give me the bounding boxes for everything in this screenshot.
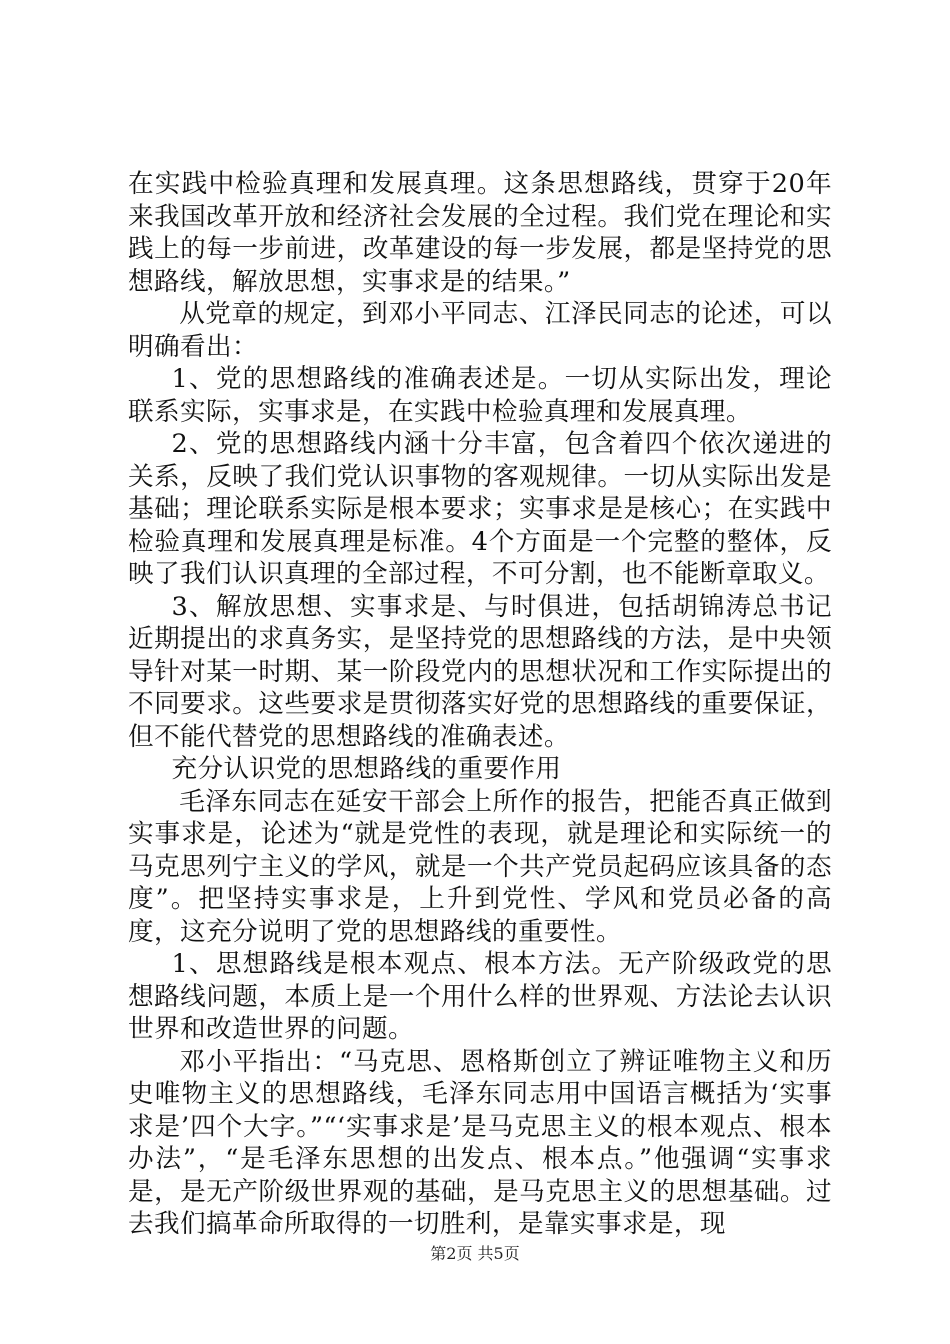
paragraph: 从党章的规定，到邓小平同志、江泽民同志的论述，可以明确看出： bbox=[128, 299, 832, 362]
paragraph: 2、党的思想路线内涵十分丰富，包含着四个依次递进的关系，反映了我们党认识事物的客观规律。一切从实际出发是基础；理论联系实际是根本要求；实事求是是核心；在实践中检验真理和发展真理是标准。4个方面是一个完整的整体，反映了我们认识真理的全部过程，不可分割，也不能断章取义。 bbox=[128, 429, 832, 589]
paragraph: 毛泽东同志在延安干部会上所作的报告，把能否真正做到实事求是，论述为“就是党性的表现，就是理论和实际统一的马克思列宁主义的学风，就是一个共产党员起码应该具备的态度”。把坚持实事求是，上升到党性、学风和党员必备的高度，这充分说明了党的思想路线的重要性。 bbox=[128, 786, 832, 947]
page-footer: 第2页 共5页 bbox=[430, 1244, 520, 1263]
paragraph: 邓小平指出：“马克思、恩格斯创立了辨证唯物主义和历史唯物主义的思想路线，毛泽东同志用中国语言概括为‘实事求是’四个大字。”“‘实事求是’是马克思主义的根本观点、根本办法”，“是毛泽东思想的出发点、根本点。”他强调“实事求是，是无产阶级世界观的基础，是马克思主义的思想基础。过去我们搞革命所取得的一切胜利，是靠实事求是，现 bbox=[128, 1046, 832, 1239]
document-body bbox=[128, 168, 832, 1241]
paragraph: 在实践中检验真理和发展真理。这条思想路线，贯穿于20年来我国改革开放和经济社会发展的全过程。我们党在理论和实践上的每一步前进，改革建设的每一步发展，都是坚持党的思想路线，解放思想，实事求是的结果。” bbox=[128, 169, 832, 297]
section-heading: 充分认识党的思想路线的重要作用 bbox=[171, 754, 562, 784]
paragraph: 1、党的思想路线的准确表述是。一切从实际出发，理论联系实际，实事求是，在实践中检验真理和发展真理。 bbox=[128, 364, 832, 427]
paragraph: 1、思想路线是根本观点、根本方法。无产阶级政党的思想路线问题，本质上是一个用什么样的世界观、方法论去认识世界和改造世界的问题。 bbox=[128, 949, 832, 1044]
paragraph: 3、解放思想、实事求是、与时俱进，包括胡锦涛总书记近期提出的求真务实，是坚持党的思想路线的方法，是中央领导针对某一时期、某一阶段党内的思想状况和工作实际提出的不同要求。这些要求是贯彻落实好党的思想路线的重要保证，但不能代替党的思想路线的准确表述。 bbox=[128, 591, 832, 752]
